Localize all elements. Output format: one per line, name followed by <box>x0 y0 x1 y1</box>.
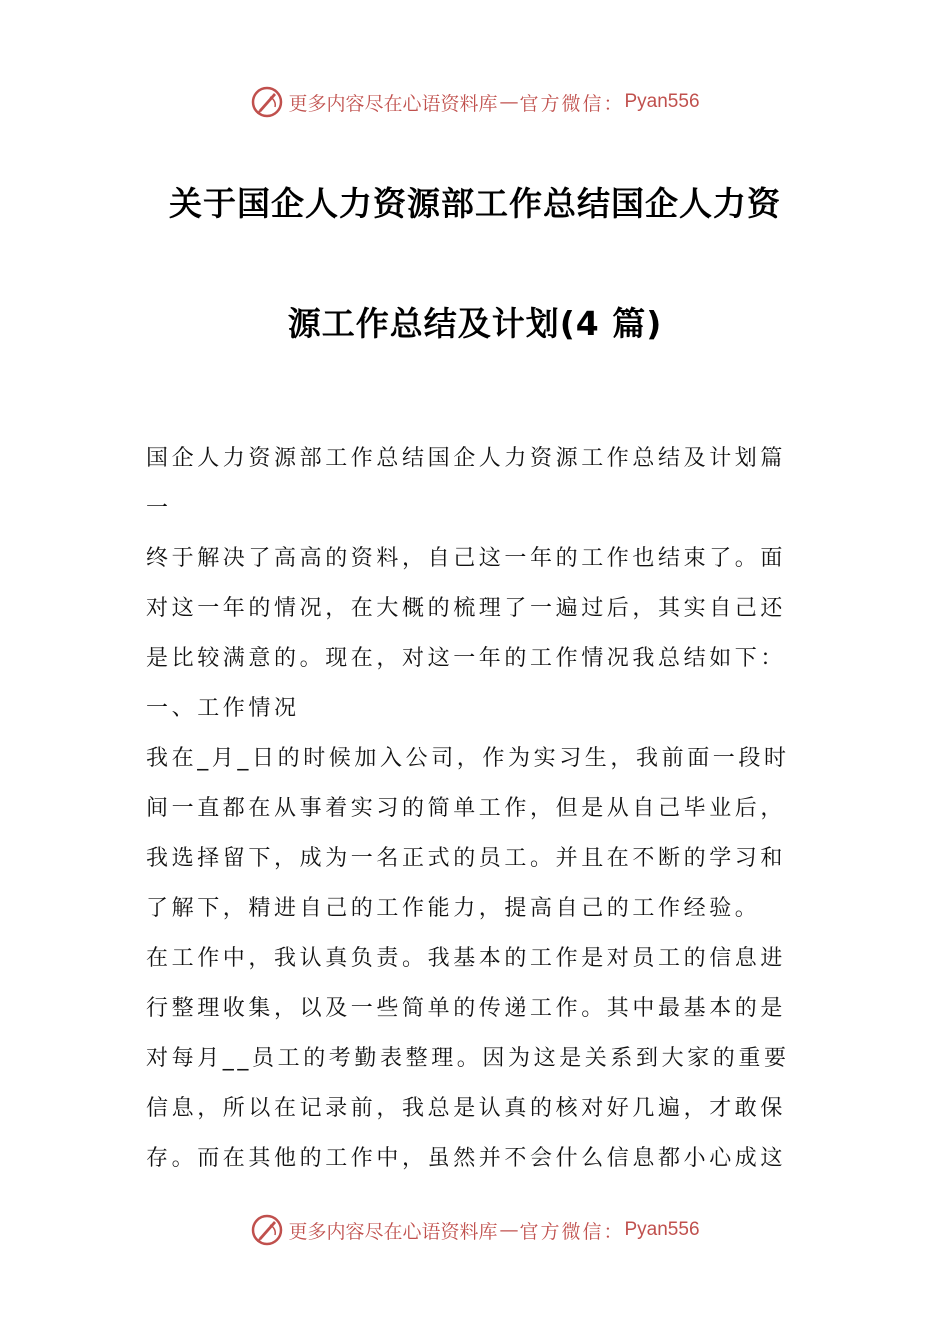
body-line: 是比较满意的。现在，对这一年的工作情况我总结如下： <box>146 646 787 671</box>
banner-wechat-id: Pyan556 <box>624 91 700 112</box>
document-title-line-1: 关于国企人力资源部工作总结国企人力资 <box>169 184 781 223</box>
banner-wechat-label: 官方微信： <box>519 92 625 115</box>
banner-site-name: 更多内容尽在心语资料库 <box>288 92 498 115</box>
document-title-line-2: 源工作总结及计划(4 篇) <box>287 304 663 343</box>
body-line: 我选择留下，成为一名正式的员工。并且在不断的学习和 <box>146 846 787 871</box>
body-line: 国企人力资源部工作总结国企人力资源工作总结及计划篇 <box>146 446 787 471</box>
quill-logo-icon <box>250 1213 284 1247</box>
body-line: 信息，所以在记录前，我总是认真的核对好几遍，才敢保 <box>146 1096 787 1121</box>
body-line: 在工作中，我认真负责。我基本的工作是对员工的信息进 <box>146 946 787 971</box>
body-line: 终于解决了高高的资料，自己这一年的工作也结束了。面 <box>146 546 787 571</box>
banner-wechat-id: Pyan556 <box>624 1219 700 1240</box>
section-heading: 一、工作情况 <box>146 696 300 721</box>
banner-site-name: 更多内容尽在心语资料库 <box>288 1220 498 1243</box>
body-line: 存。而在其他的工作中，虽然并不会什么信息都小心成这 <box>146 1146 787 1171</box>
banner-separator: — <box>499 91 518 113</box>
body-line: 间一直都在从事着实习的简单工作，但是从自己毕业后， <box>146 796 787 821</box>
body-line: 一 <box>146 496 172 521</box>
footer-banner <box>0 1210 950 1250</box>
body-text <box>146 434 808 1184</box>
header-banner <box>0 82 950 122</box>
banner-separator: — <box>499 1219 518 1241</box>
body-line: 行整理收集，以及一些简单的传递工作。其中最基本的是 <box>146 996 787 1021</box>
body-line: 对每月__员工的考勤表整理。因为这是关系到大家的重要 <box>146 1046 790 1071</box>
body-line: 了解下，精进自己的工作能力，提高自己的工作经验。 <box>146 896 761 921</box>
banner-wechat-label: 官方微信： <box>519 1220 625 1243</box>
quill-logo-icon <box>250 85 284 119</box>
body-line: 对这一年的情况，在大概的梳理了一遍过后，其实自己还 <box>146 596 787 621</box>
body-line: 我在_月_日的时候加入公司，作为实习生，我前面一段时 <box>146 746 790 771</box>
